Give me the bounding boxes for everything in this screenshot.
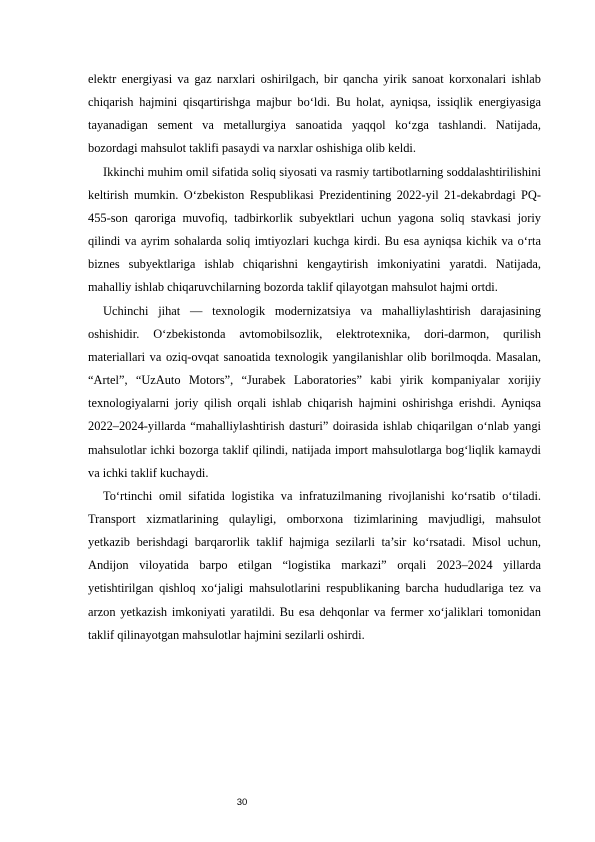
page-body bbox=[88, 68, 541, 647]
paragraph-technological-modernization: Uchinchi jihat — texnologik modernizatsiya va mahalliylashtirish darajasining oshishidir. O‘zbekistonda avtomobilsozlik, elektrotexnika, dori-darmon, qurilish materiallari va oziq-ovqat sanoatida texnologik yangilanishlar olib borilmoqda. Masalan, “Artel”, “UzAuto Motors”, “Jurabek Laboratories” kabi yirik kompaniyalar xorijiy texnologiyalarni joriy qilish orqali ishlab chiqarish hajmini oshirishga erishdi. Ayniqsa 2022–2024-yillarda “mahalliylashtirish dasturi” doirasida ishlab chiqarilgan o‘nlab yangi mahsulotlar ichki bozorga taklif qilindi, natijada import mahsulotlarga bog‘liqlik kamaydi va ichki taklif kuchaydi. bbox=[88, 303, 541, 480]
paragraph-tax-policy: Ikkinchi muhim omil sifatida soliq siyosati va rasmiy tartibotlarning soddalashtirilishini keltirish mumkin. O‘zbekiston Respublikasi Prezidentining 2022-yil 21-dekabrdagi PQ-455-son qaroriga muvofiq, tadbirkorlik subyektlari uchun yagona soliq stavkasi joriy qilindi va ayrim sohalarda soliq imtiyozlari kuchga kirdi. Bu esa ayniqsa kichik va o‘rta biznes subyektlariga ishlab chiqarishni kengaytirish imkoniyatini yaratdi. Natijada, mahalliy ishlab chiqaruvchilarning bozorda taklif qilayotgan mahsulot hajmi ortdi. bbox=[88, 164, 541, 295]
page-number: 30 bbox=[236, 797, 248, 808]
paragraph-logistics: To‘rtinchi omil sifatida logistika va infratuzilmaning rivojlanishi ko‘rsatib o‘tiladi. Transport xizmatlarining qulayligi, omborxona tizimlarining mavjudligi, mahsulot yetkazib berishdagi barqarorlik taklif hajmiga sezilarli ta’sir ko‘rsatadi. Misol uchun, Andijon viloyatida barpo etilgan “logistika markazi” orqali 2023–2024 yillarda yetishtirilgan qishloq xo‘jaligi mahsulotlarini respublikaning barcha hududlariga tez va arzon yetkazish imkoniyati yaratildi. Bu esa dehqonlar va fermer xo‘jaliklari tomonidan taklif qilinayotgan mahsulotlar hajmini sezilarli oshirdi. bbox=[88, 488, 541, 642]
paragraph-continuation: elektr energiyasi va gaz narxlari oshirilgach, bir qancha yirik sanoat korxonalari ishlab chiqarish hajmini qisqartirishga majbur bo‘ldi. Bu holat, ayniqsa, issiqlik energiyasiga tayanadigan sement va metallurgiya sanoatida yaqqol ko‘zga tashlandi. Natijada, bozordagi mahsulot taklifi pasaydi va narxlar oshishiga olib keldi. bbox=[88, 72, 541, 156]
